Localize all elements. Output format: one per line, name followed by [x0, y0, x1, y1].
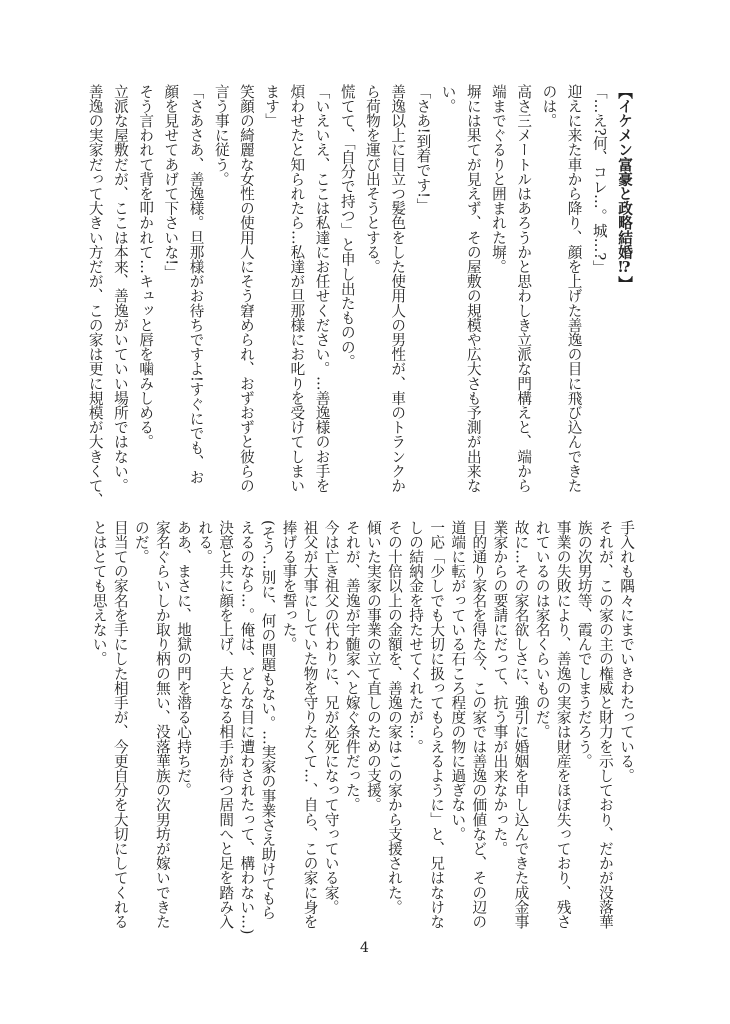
text-line: 迎えに来た車から降り、顔を上げた善逸の目に飛び込んできた [565, 84, 583, 493]
text-line: 捧げる事を誓った。 [280, 520, 298, 652]
chapter-title: 【イケメン富豪と政略結婚⁉】 [616, 84, 633, 291]
page-number: 4 [360, 940, 369, 956]
text-line: その十倍以上の金額を、善逸の家はこの家から支援された。 [385, 520, 403, 915]
text-line: とはとても思えない。 [90, 520, 108, 666]
text-line: 目的通り家名を得た今、この家では善逸の価値など、その辺の [470, 520, 488, 929]
text-line: 「さあさあ、善逸様。旦那様がお待ちですよ!すぐにでも、お [187, 84, 205, 485]
text-line: 高さ三メートルはあろうかと思わしき立派な門構えと、端から [515, 84, 533, 493]
text-line: そう言われて背を叩かれて…キュッと唇を噛みしめる。 [137, 84, 155, 449]
text-line: 善逸の実家だって大きい方だが、この家は更に規模が大きくて、 [86, 84, 104, 508]
text-line: 祖父が大事にしていた物を守りたくて…、自ら、この家に身を [301, 520, 319, 929]
text-line: 一応「少しでも大切に扱ってもらえるように」と、兄はなけな [428, 520, 446, 929]
text-line: 慌てて、「自分で持つ」と申し出たものの。 [338, 84, 356, 369]
text-line: 立派な屋敷だが、ここは本来、善逸がいていい場所ではない。 [111, 84, 129, 493]
text-block-top [83, 84, 637, 508]
text-line: しの結納金を持たせてくれたが…。 [407, 520, 425, 754]
text-line: 「…え?何、コレ…。城…?」 [590, 84, 608, 275]
text-line: 善逸以上に目立つ髪色をした使用人の男性が、車のトランクか [389, 84, 407, 493]
text-line: のは。 [540, 84, 558, 128]
text-line: ああ、まさに、地獄の門を潜る心持ちだ。 [175, 520, 193, 798]
text-line: 族の次男坊等、霞んでしまうだろう。 [575, 520, 593, 769]
text-line: ます」 [263, 84, 281, 128]
text-line: 言う事に従う。 [212, 84, 230, 187]
text-line: 「いえいえ、ここは私達にお任せください。…善逸様のお手を [313, 84, 331, 493]
text-line: れる。 [196, 520, 214, 564]
text-line: い。 [439, 84, 457, 114]
text-line: ら荷物を運び出そうとする。 [363, 84, 381, 274]
text-line: 端までぐるりと囲まれた塀。 [489, 84, 507, 274]
text-line: 手入れも隅々にまでいきわたっている。 [618, 520, 635, 783]
text-block-bottom [89, 520, 637, 940]
text-line: えるのなら…。俺は、どんな目に遭わされたって、構わない…) [238, 520, 256, 935]
text-line: 故に…その家名欲しさに、強引に婚姻を申し込んできた成金事 [512, 520, 530, 929]
text-line: 道端に転がっている石ころ程度の物に過ぎない。 [449, 520, 467, 842]
text-line: 事業の失敗により、善逸の実家は財産をほぼ失っており、残さ [554, 520, 572, 929]
text-line: 今は亡き祖父の代わりに、兄が必死になって守っている家。 [322, 520, 340, 915]
text-line: れているのは家名くらいものだ。 [533, 520, 551, 739]
text-line: 顔を見せてあげて下さいな!」 [162, 84, 180, 280]
text-line: それが、この家の主の権威と財力を示しており、だかが没落華 [596, 520, 614, 929]
text-line: 業家からの要請にだって、抗う事が出来なかった。 [491, 520, 509, 856]
text-line: 傾いた実家の事業の立て直しのための支援。 [364, 520, 382, 812]
text-line: (そう…別に、何の問題もない。…実家の事業さえ助けてもら [259, 520, 277, 920]
text-line: 笑顔の綺麗な女性の使用人にそう窘められ、おずおずと彼らの [237, 84, 255, 493]
text-line: 煩わせたと知られたら…私達が旦那様にお叱りを受けてしまい [288, 84, 306, 493]
text-line: 決意と共に顔を上げ、夫となる相手が待つ居間へと足を踏み入 [217, 520, 235, 929]
text-line: 家名ぐらいしか取り柄の無い、没落華族の次男坊が嫁いできた [153, 520, 171, 929]
text-line: それが、善逸が宇髄家へと嫁ぐ条件だった。 [343, 520, 361, 812]
text-line: 「さあ!到着です!」 [414, 84, 432, 213]
text-line: 目当ての家名を手にした相手が、今更自分を大切にしてくれる [111, 520, 129, 929]
text-line: のだ。 [132, 520, 150, 564]
text-line: 塀には果てが見えず、その屋敷の規模や広大さも予測が出来な [464, 84, 482, 493]
